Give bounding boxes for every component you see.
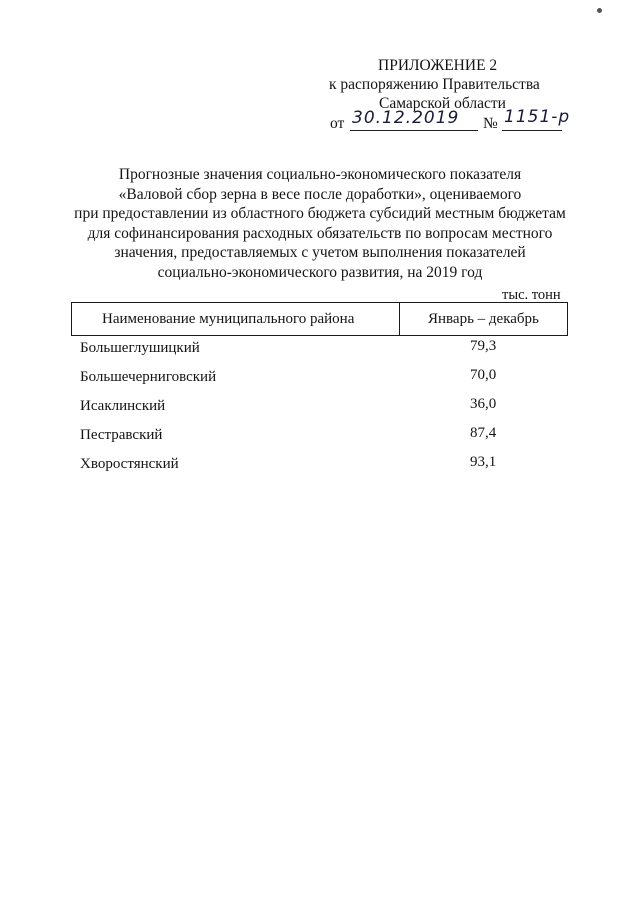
heading-line: Прогнозные значения социально-экономического показателя (118, 166, 522, 183)
table-row (80, 369, 560, 398)
table-row (80, 456, 560, 485)
heading-line: «Валовой сбор зерна в весе после доработки», оцениваемого (118, 185, 522, 203)
table-header (71, 302, 568, 336)
table-row (80, 427, 560, 456)
district-name: Пестравский (80, 427, 163, 443)
district-name: Большечерниговский (80, 369, 217, 385)
document-heading (60, 165, 580, 282)
heading-line: значения, предоставляемых с учетом выполнения показателей (114, 244, 526, 261)
column-divider (399, 303, 400, 335)
number-prefix: № (483, 115, 498, 132)
district-name: Большеглушицкий (80, 340, 200, 356)
number-field (502, 107, 571, 131)
appendix-title: ПРИЛОЖЕНИЕ 2 (378, 57, 498, 74)
heading-line: социально-экономического развития, на 2019 год (157, 263, 483, 281)
date-prefix: от (330, 115, 345, 132)
column-header-period: Январь – декабрь (428, 311, 539, 327)
appendix-region-line: Самарской области (379, 95, 506, 112)
district-value: 93,1 (470, 454, 497, 470)
date-field (350, 108, 478, 131)
units-label: тыс. тонн (502, 287, 561, 303)
scan-dot (597, 8, 602, 13)
handwritten-date: 30.12.2019 (352, 108, 460, 128)
heading-line: при предоставлении из областного бюджета субсидий местным бюджетам (74, 205, 566, 222)
table-row (80, 398, 560, 427)
district-value: 79,3 (470, 338, 497, 354)
district-name: Исаклинский (80, 398, 166, 414)
handwritten-number: 1151-р (504, 107, 571, 127)
appendix-order-line: к распоряжению Правительства (329, 76, 540, 93)
district-value: 36,0 (470, 396, 497, 412)
district-value: 87,4 (470, 425, 497, 441)
district-name: Хворостянский (80, 456, 179, 472)
district-value: 70,0 (470, 367, 497, 383)
heading-line: для софинансирования расходных обязательств по вопросам местного (87, 224, 553, 242)
table-row (80, 340, 560, 369)
column-header-district: Наименование муниципального района (102, 311, 355, 327)
table-body (80, 340, 560, 485)
appendix-signature-line (330, 107, 630, 138)
